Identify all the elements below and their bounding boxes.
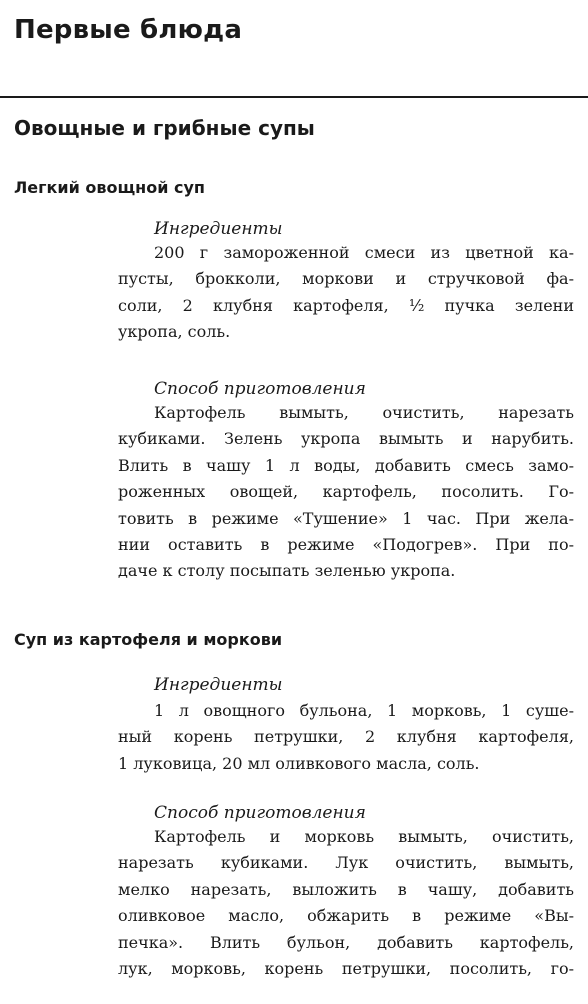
- section-divider: [0, 96, 588, 98]
- method-line: роженных овощей, картофель, посолить. Го-: [118, 482, 574, 502]
- method-line: печка». Влить бульон, добавить картофель,: [118, 932, 574, 952]
- ingredients-text: [118, 240, 574, 346]
- method-text: [118, 400, 574, 585]
- section-title: Овощные и грибные супы: [14, 116, 315, 140]
- method-line: Картофель и морковь вымыть, очистить,: [154, 827, 574, 846]
- ingredients-label: Ингредиенты: [154, 219, 283, 239]
- method-line: товить в режиме «Тушение» 1 час. При жела-: [118, 508, 574, 528]
- method-line: нарезать кубиками. Лук очистить, вымыть,: [118, 853, 574, 873]
- ingredients-line: 200 г замороженной смеси из цветной ка-: [154, 243, 574, 262]
- recipe-title: Легкий овощной суп: [14, 178, 205, 197]
- ingredients-line: ный корень петрушки, 2 клубня картофеля,: [118, 727, 574, 747]
- method-text: [118, 824, 574, 982]
- ingredients-line: 1 луковица, 20 мл оливкового масла, соль.: [118, 753, 480, 773]
- ingredients-line: укропа, соль.: [118, 322, 231, 342]
- recipe-title: Суп из картофеля и моркови: [14, 630, 283, 649]
- ingredients-line: соли, 2 клубня картофеля, ¹⁄₂ пучка зелени: [118, 295, 574, 315]
- method-line: мелко нарезать, выложить в чашу, добавить: [118, 879, 574, 899]
- ingredients-line: пусты, брокколи, моркови и стручковой фа-: [118, 269, 574, 289]
- chapter-title: Первые блюда: [14, 15, 243, 45]
- method-line: нии оставить в режиме «Подогрев». При по-: [118, 534, 574, 554]
- method-label: Способ приготовления: [154, 803, 366, 823]
- method-line: Влить в чашу 1 л воды, добавить смесь замо-: [118, 455, 574, 475]
- method-line: лук, морковь, корень петрушки, посолить, го-: [118, 958, 574, 978]
- method-label: Способ приготовления: [154, 379, 366, 399]
- ingredients-text: [118, 698, 574, 777]
- method-line: даче к столу посыпать зеленью укропа.: [118, 561, 456, 581]
- ingredients-line: 1 л овощного бульона, 1 морковь, 1 суше-: [154, 701, 574, 720]
- method-line: кубиками. Зелень укропа вымыть и нарубить.: [118, 429, 574, 449]
- method-line: Картофель вымыть, очистить, нарезать: [154, 403, 574, 422]
- ingredients-label: Ингредиенты: [154, 675, 283, 695]
- method-line: оливковое масло, обжарить в режиме «Вы-: [118, 906, 574, 926]
